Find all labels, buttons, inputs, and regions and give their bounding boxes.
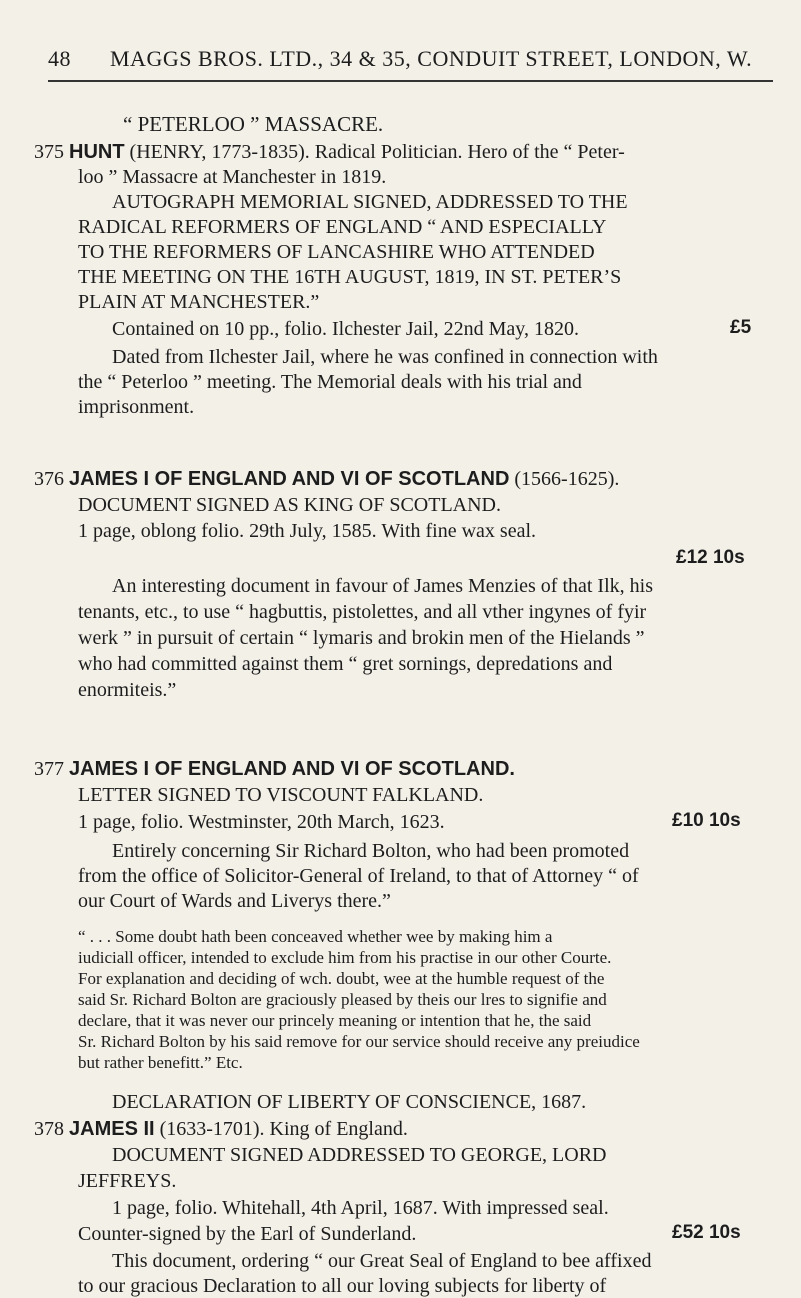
lot-number: 377 [34,758,64,780]
lot-note-line: tenants, etc., to use “ hagbuttis, pistolettes, and all vther ingynes of fyir [78,601,647,623]
lot-description-line: JEFFREYS. [78,1170,177,1192]
lot-title: (HENRY, 1773-1835). Radical Politician. Hero of the “ Peter- [129,141,625,163]
lot-number: 376 [34,468,64,490]
lot-price: £12 10s [676,547,745,568]
page-number: 48 [48,46,71,71]
lot-note-line: enormiteis.” [78,679,177,701]
lot-title-line [34,467,619,491]
lot-note-line: our Court of Wards and Liverys there.” [78,890,391,912]
lot-note-line: to our gracious Declaration to all our loving subjects for liberty of [78,1275,607,1297]
lot-description-line: THE MEETING ON THE 16TH AUGUST, 1819, IN ST. PETER’S [78,266,622,288]
quote-line: Sr. Richard Bolton by his said remove for our service should receive any preiudice [78,1032,640,1051]
lot-note-line: This document, ordering “ our Great Seal of England to bee affixed [112,1250,652,1272]
lot-title-line [34,140,625,164]
lot-title: (1633-1701). King of England. [159,1118,408,1140]
lot-description-line: RADICAL REFORMERS OF ENGLAND “ AND ESPECIALLY [78,216,607,238]
lot-description-line: AUTOGRAPH MEMORIAL SIGNED, ADDRESSED TO THE [112,191,628,213]
quote-line: For explanation and deciding of wch. doubt, wee at the humble request of the [78,969,605,988]
lot-note-line: imprisonment. [78,396,195,418]
lot-note-line: Dated from Ilchester Jail, where he was confined in connection with [112,346,658,368]
quote-line: declare, that it was never our princely meaning or intention that he, the said [78,1011,592,1030]
lot-price: £5 [730,317,752,338]
lot-details: Contained on 10 pp., folio. Ilchester Jail, 22nd May, 1820. [112,318,579,340]
lot-details: 1 page, folio. Westminster, 20th March, 1623. [78,811,445,833]
lot-number: 378 [34,1118,64,1140]
lot-note-line: from the office of Solicitor-General of Ireland, to that of Attorney “ of [78,865,639,887]
section-heading: “ PETERLOO ” MASSACRE. [123,112,384,136]
quote-line: “ . . . Some doubt hath been conceaved whether wee by making him a [78,927,553,946]
lot-title-line [34,757,515,781]
lot-note-line: the “ Peterloo ” meeting. The Memorial deals with his trial and [78,371,582,393]
quote-line: said Sr. Richard Bolton are graciously pleased by theis our lres to signifie and [78,990,607,1009]
quote-line: but rather benefitt.” Etc. [78,1053,243,1072]
header-rule [48,80,773,82]
lot-note-line: Entirely concerning Sir Richard Bolton, who had been promoted [112,840,630,862]
lot-description-line: TO THE REFORMERS OF LANCASHIRE WHO ATTENDED [78,241,595,263]
dealer-address: MAGGS BROS. LTD., 34 & 35, CONDUIT STREET, LONDON, W. [110,46,753,71]
lot-note-line: werk ” in pursuit of certain “ lymaris and brokin men of the Hielands ” [78,627,645,649]
lot-dates: (1566-1625). [514,468,620,490]
lot-number: 375 [34,141,64,163]
lot-title-continued: loo ” Massacre at Manchester in 1819. [78,166,387,188]
lot-details: 1 page, oblong folio. 29th July, 1585. With fine wax seal. [78,520,537,542]
lot-name: JAMES I OF ENGLAND AND VI OF SCOTLAND. [69,758,515,780]
lot-price: £52 10s [672,1222,741,1243]
lot-description-line: LETTER SIGNED TO VISCOUNT FALKLAND. [78,784,484,806]
lot-details: 1 page, folio. Whitehall, 4th April, 1687. With impressed seal. [112,1197,609,1219]
quote-line: iudiciall officer, intended to exclude him from his practise in our other Courte. [78,948,612,967]
lot-title-line [34,1117,408,1141]
lot-details-continued: Counter-signed by the Earl of Sunderland. [78,1223,417,1245]
section-heading: DECLARATION OF LIBERTY OF CONSCIENCE, 1687. [112,1091,587,1113]
lot-name: JAMES II [69,1118,155,1140]
lot-description-line: DOCUMENT SIGNED ADDRESSED TO GEORGE, LORD [112,1144,607,1166]
lot-description-line: DOCUMENT SIGNED AS KING OF SCOTLAND. [78,494,501,516]
lot-note-line: An interesting document in favour of James Menzies of that Ilk, his [112,575,653,597]
page-header [48,46,781,72]
lot-description-line: PLAIN AT MANCHESTER.” [78,291,320,313]
lot-name: JAMES I OF ENGLAND AND VI OF SCOTLAND [69,468,510,490]
lot-name: HUNT [69,141,125,163]
lot-price: £10 10s [672,810,741,831]
lot-note-line: who had committed against them “ gret sornings, depredations and [78,653,613,675]
